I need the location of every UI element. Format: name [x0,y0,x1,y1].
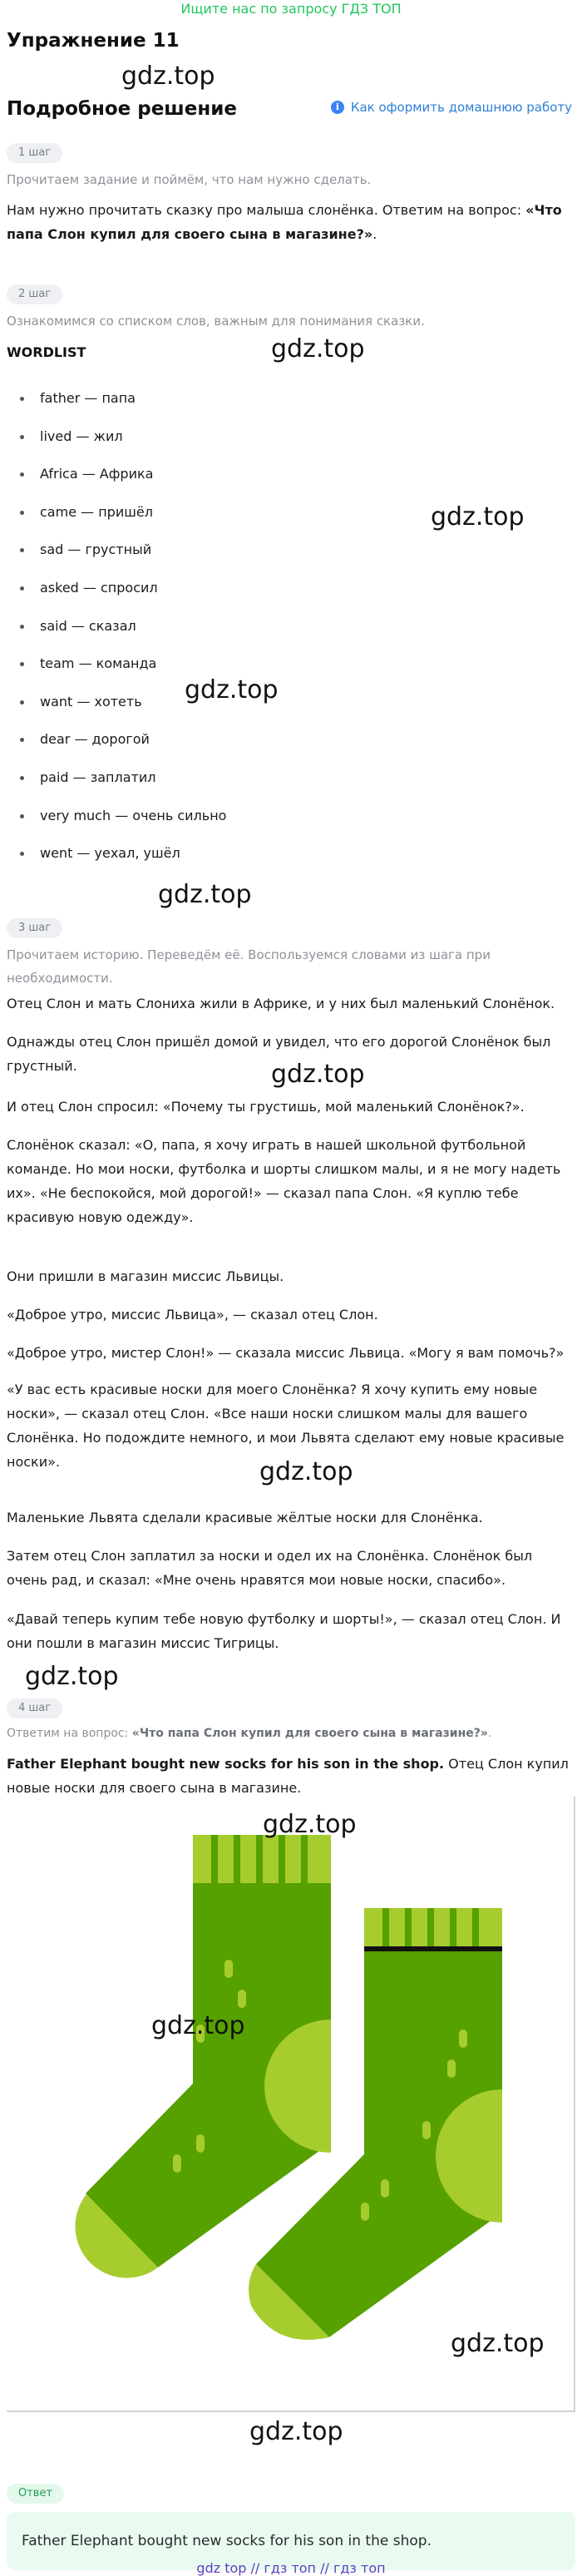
watermark: gdz.top [151,2011,245,2040]
info-icon: i [331,101,344,114]
solution-title: Подробное решение [7,98,237,120]
step-badge-4: 4 шаг [7,1698,62,1718]
answer-badge: Ответ [7,2484,64,2504]
story-paragraph: «У вас есть красивые носки для моего Слонёнка? Я хочу купить ему новые носки», — сказал отец Слон. «Все наши носки слишком малы для вашего Слонёнка. Но подождите немного, и мои Львята сделают ему новые красивые носки». [7,1382,565,1470]
exercise-title: Упражнение 11 [7,30,180,52]
footer-links[interactable]: gdz top // гдз топ // гдз топ [196,2560,386,2576]
story-paragraph: Затем отец Слон заплатил за носки и одел их на Слонёнка. Слонёнок был очень рад, и сказал: «Мне очень нравятся мои новые носки, спасибо». [7,1548,533,1588]
socks-illustration [7,1797,575,2412]
answer-box: Father Elephant bought new socks for his son in the shop. [7,2512,575,2570]
story-paragraph: Однажды отец Слон пришёл домой и увидел, что его дорогой Слонёнок был грустный. [7,1034,551,1074]
step1-text-end: . [372,226,377,242]
step-badge-1: 1 шаг [7,143,62,163]
list-item: very much — очень сильно [18,797,226,835]
list-item: team — команда [18,645,226,683]
list-item: sad — грустный [18,531,226,569]
story-paragraph: Отец Слон и мать Слониха жили в Африке, и у них был маленький Слонёнок. [7,996,555,1011]
watermark: gdz.top [158,880,252,909]
step1-text [7,198,574,246]
step4-text-bold: Father Elephant bought new socks for his son in the shop. [7,1756,445,1772]
watermark: gdz.top [121,62,215,91]
step4-text-plain: Отец Слон купил новые носки для своего сына в магазине. [7,1756,569,1796]
story-paragraph: «Доброе утро, мистер Слон!» — сказала миссис Львица. «Могу я вам помочь?» [7,1345,565,1361]
step-badge-2: 2 шаг [7,284,62,304]
watermark: gdz.top [431,502,525,532]
homework-link[interactable] [331,100,572,115]
list-item: Africa — Африка [18,455,226,493]
story-paragraph: И отец Слон спросил: «Почему ты грустишь, мой маленький Слонёнок?». [7,1099,525,1115]
watermark: gdz.top [259,1457,353,1486]
wordlist-heading: WORDLIST [7,344,86,360]
left-sock [75,1835,331,2278]
top-banner[interactable]: Ищите нас по запросу ГДЗ ТОП [180,1,402,17]
step1-text-bold: «Что папа Слон купил для своего сына в магазине?» [7,202,562,242]
story-paragraph: Маленькие Львята сделали красивые жёлтые носки для Слонёнка. [7,1510,483,1525]
story-paragraph: Слонёнок сказал: «О, папа, я хочу играть в нашей школьной футбольной команде. Но мои носки, футболка и шорты слишком малы, и я не могу надеть их». «Не беспокойся, мой дорогой!» — сказал папа Слон. «Я куплю тебе красивую новую одежду». [7,1137,561,1225]
homework-link-label[interactable]: Как оформить домашнюю работу [350,100,572,115]
step-hint-4: Ответим на вопрос: «Что папа Слон купил для своего сына в магазине?». [7,1727,492,1740]
step-hint-2: Ознакомимся со списком слов, важным для понимания сказки. [7,314,425,329]
watermark: gdz.top [25,1662,119,1691]
watermark: gdz.top [451,2329,545,2358]
step1-text-plain: Нам нужно прочитать сказку про малыша слонёнка. Ответим на вопрос: [7,202,526,218]
story-paragraph: Они пришли в магазин миссис Львицы. [7,1268,284,1284]
list-item: lived — жил [18,418,226,456]
list-item: said — сказал [18,607,226,645]
story-paragraph: «Доброе утро, миссис Львица», — сказал отец Слон. [7,1307,378,1323]
step-hint-3: Прочитаем историю. Переведём её. Воспользуемся словами из шага при необходимости. [7,947,491,986]
watermark: gdz.top [185,675,279,705]
watermark: gdz.top [271,1060,365,1089]
list-item: went — уехал, ушёл [18,834,226,873]
step4-text [7,1752,574,1800]
wordlist [18,379,226,873]
list-item: paid — заплатил [18,759,226,797]
list-item: want — хотеть [18,683,226,721]
step-hint-1: Прочитаем задание и поймём, что нам нужно сделать. [7,172,372,187]
list-item: dear — дорогой [18,720,226,759]
list-item: came — пришёл [18,493,226,532]
list-item: father — папа [18,379,226,418]
step-badge-3: 3 шаг [7,918,62,938]
watermark: gdz.top [271,334,365,363]
watermark: gdz.top [249,2417,343,2446]
watermark: gdz.top [263,1810,357,1839]
list-item: asked — спросил [18,569,226,607]
story-paragraph: «Давай теперь купим тебе новую футболку и шорты!», — сказал отец Слон. И они пошли в магазин миссис Тигрицы. [7,1611,561,1651]
